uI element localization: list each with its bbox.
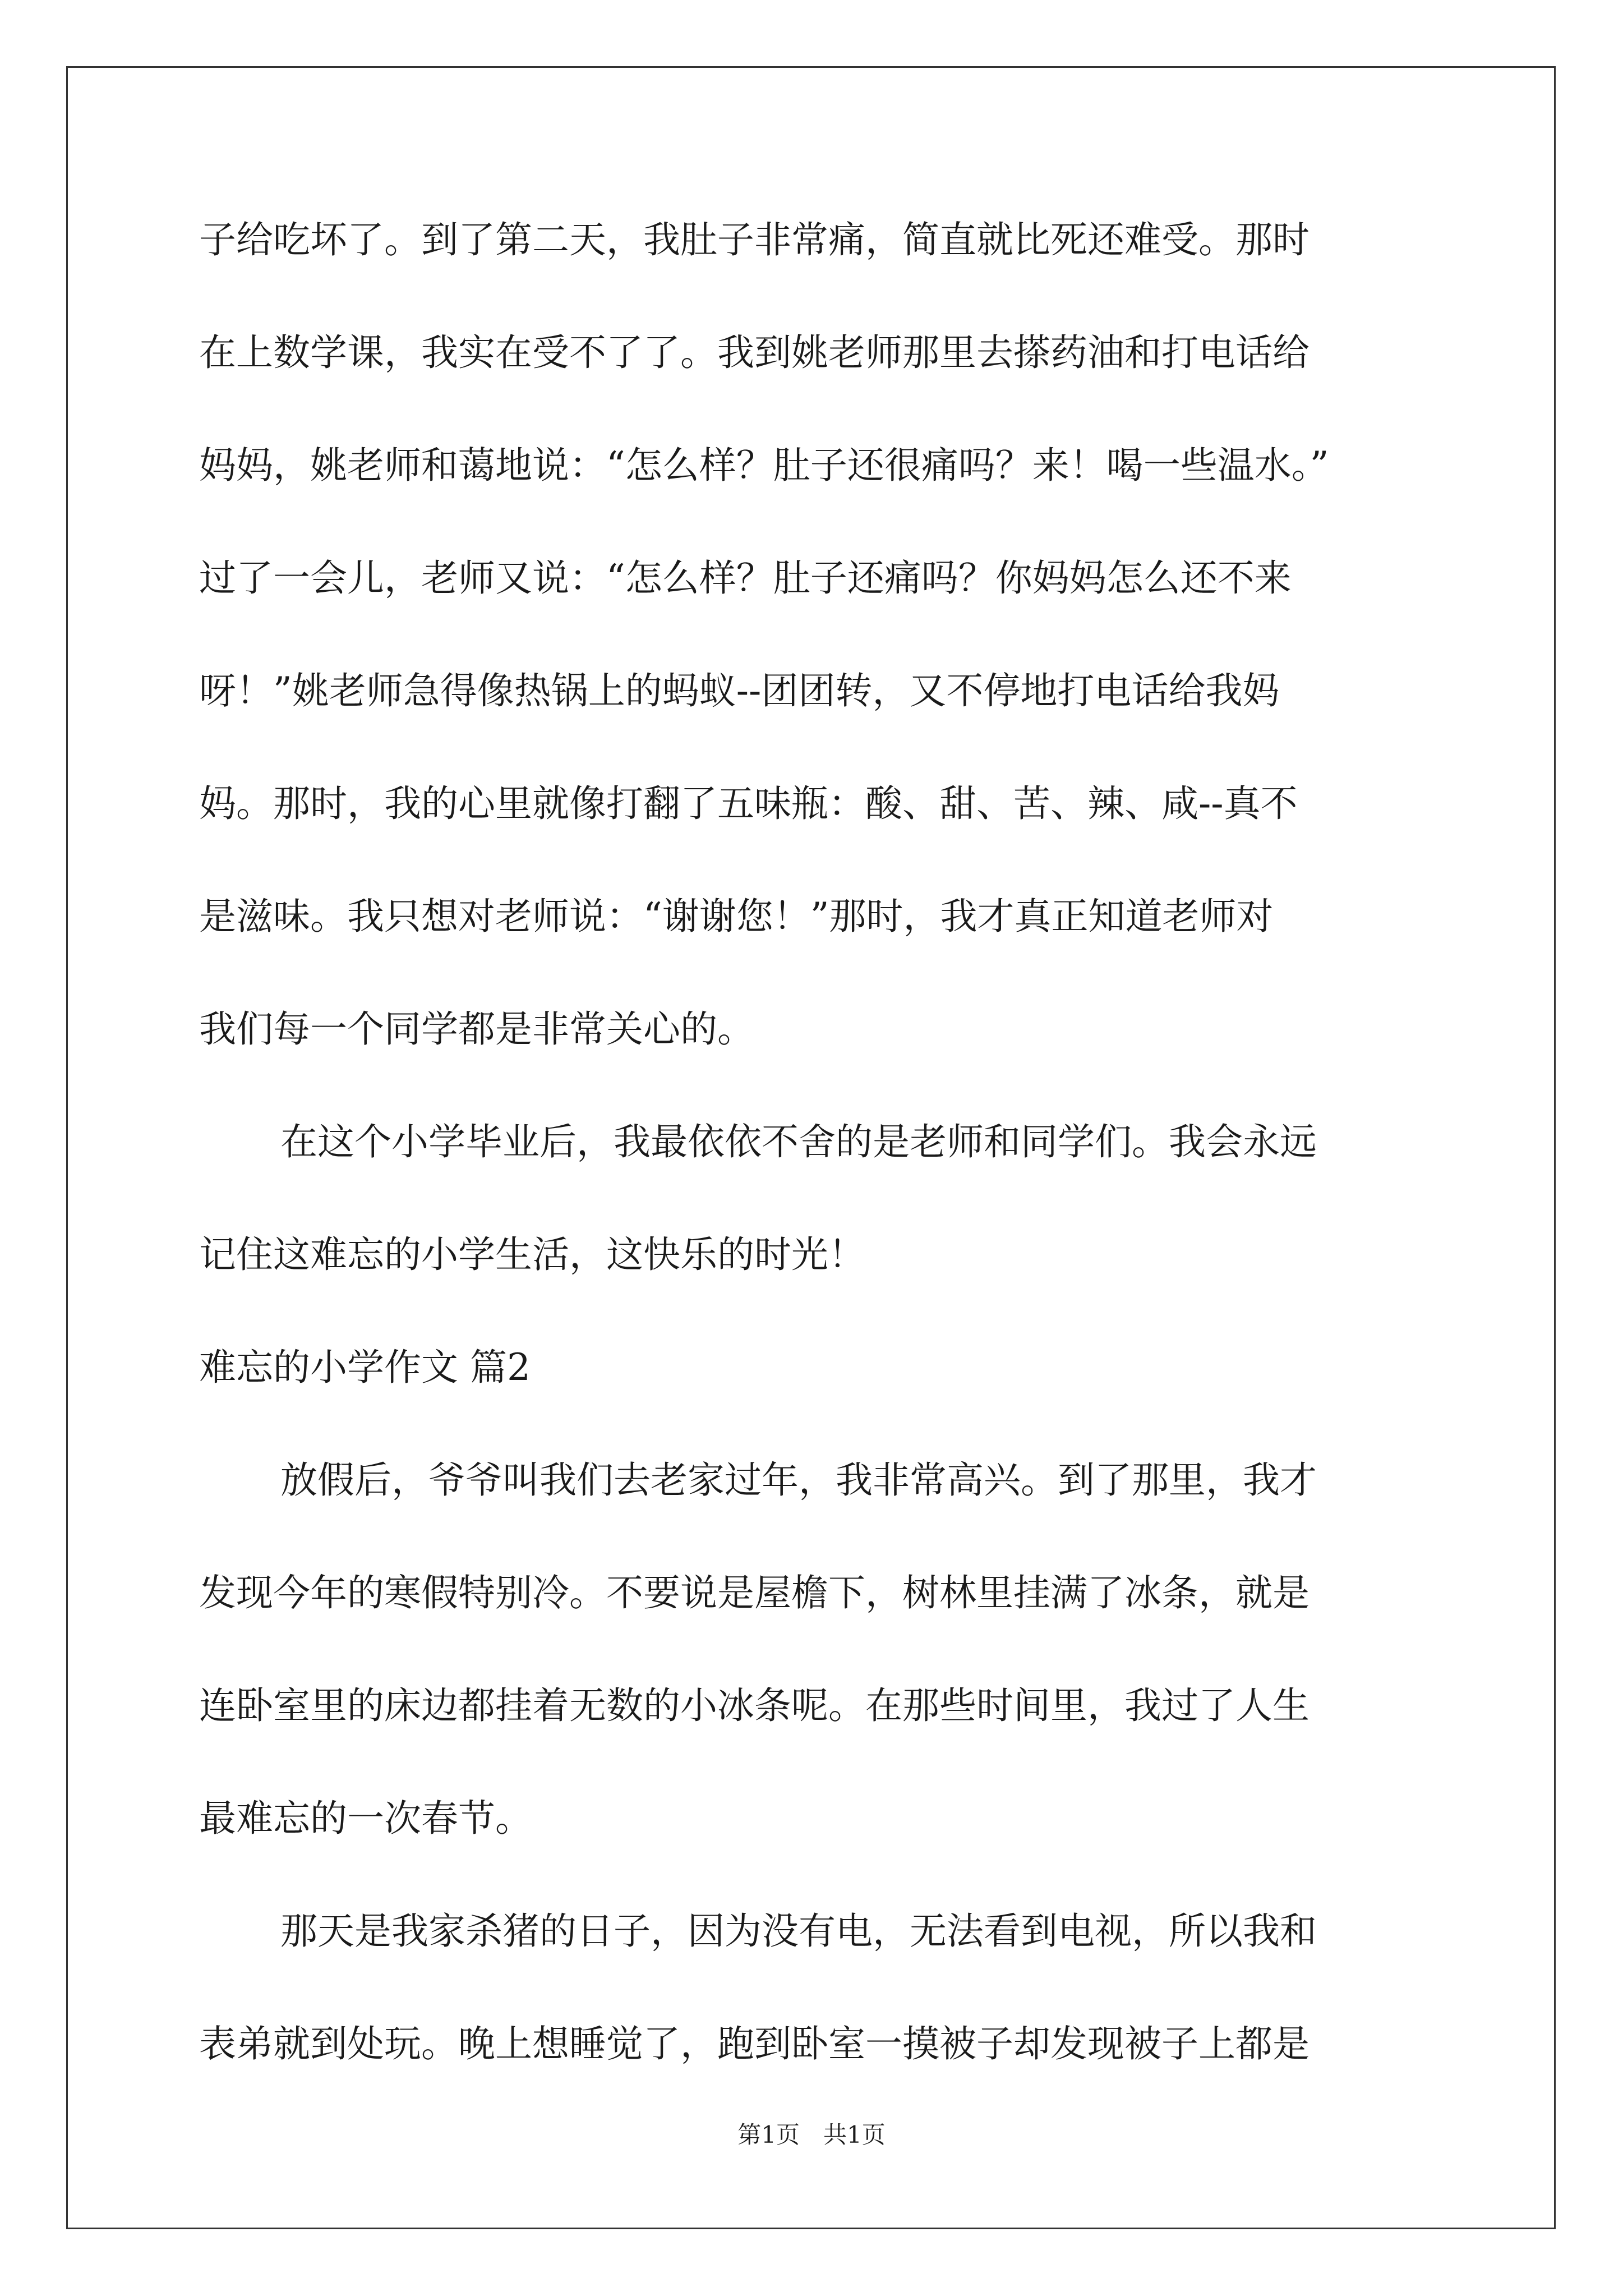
- text-line: 妈妈，姚老师和蔼地说：“怎么样？肚子还很痛吗？来！喝一些温水。”: [199, 444, 1329, 487]
- text-line: 子给吃坏了。到了第二天，我肚子非常痛，简直就比死还难受。那时: [199, 218, 1310, 261]
- text-line: 在这个小学毕业后，我最依依不舍的是老师和同学们。我会永远: [280, 1120, 1317, 1163]
- text-line: 表弟就到处玩。晚上想睡觉了，跑到卧室一摸被子却发现被子上都是: [199, 2022, 1310, 2065]
- text-line: 我们每一个同学都是非常关心的。: [199, 1007, 754, 1051]
- section-heading: 难忘的小学作文 篇2: [199, 1346, 531, 1389]
- text-line: 呀！”姚老师急得像热锅上的蚂蚁--团团转，又不停地打电话给我妈: [199, 669, 1280, 712]
- document-body: [199, 218, 1433, 2138]
- text-line: 在上数学课，我实在受不了了。我到姚老师那里去搽药油和打电话给: [199, 331, 1310, 374]
- text-line: 放假后，爷爷叫我们去老家过年，我非常高兴。到了那里，我才: [280, 1458, 1317, 1502]
- text-line: 发现今年的寒假特别冷。不要说是屋檐下，树林里挂满了冰条，就是: [199, 1571, 1310, 1614]
- text-line: 妈。那时，我的心里就像打翻了五味瓶：酸、甜、苦、辣、咸--真不: [199, 782, 1298, 825]
- text-line: 是滋味。我只想对老师说：“谢谢您！”那时，我才真正知道老师对: [199, 895, 1274, 938]
- page-footer: 第1页 共1页: [737, 2121, 886, 2148]
- text-line: 记住这难忘的小学生活，这快乐的时光！: [199, 1233, 865, 1276]
- text-line: 那天是我家杀猪的日子，因为没有电，无法看到电视，所以我和: [280, 1910, 1317, 1953]
- text-line: 最难忘的一次春节。: [199, 1797, 532, 1840]
- text-line: 连卧室里的床边都挂着无数的小冰条呢。在那些时间里，我过了人生: [199, 1684, 1310, 1727]
- text-line: 过了一会儿，老师又说：“怎么样？肚子还痛吗？你妈妈怎么还不来: [199, 556, 1292, 600]
